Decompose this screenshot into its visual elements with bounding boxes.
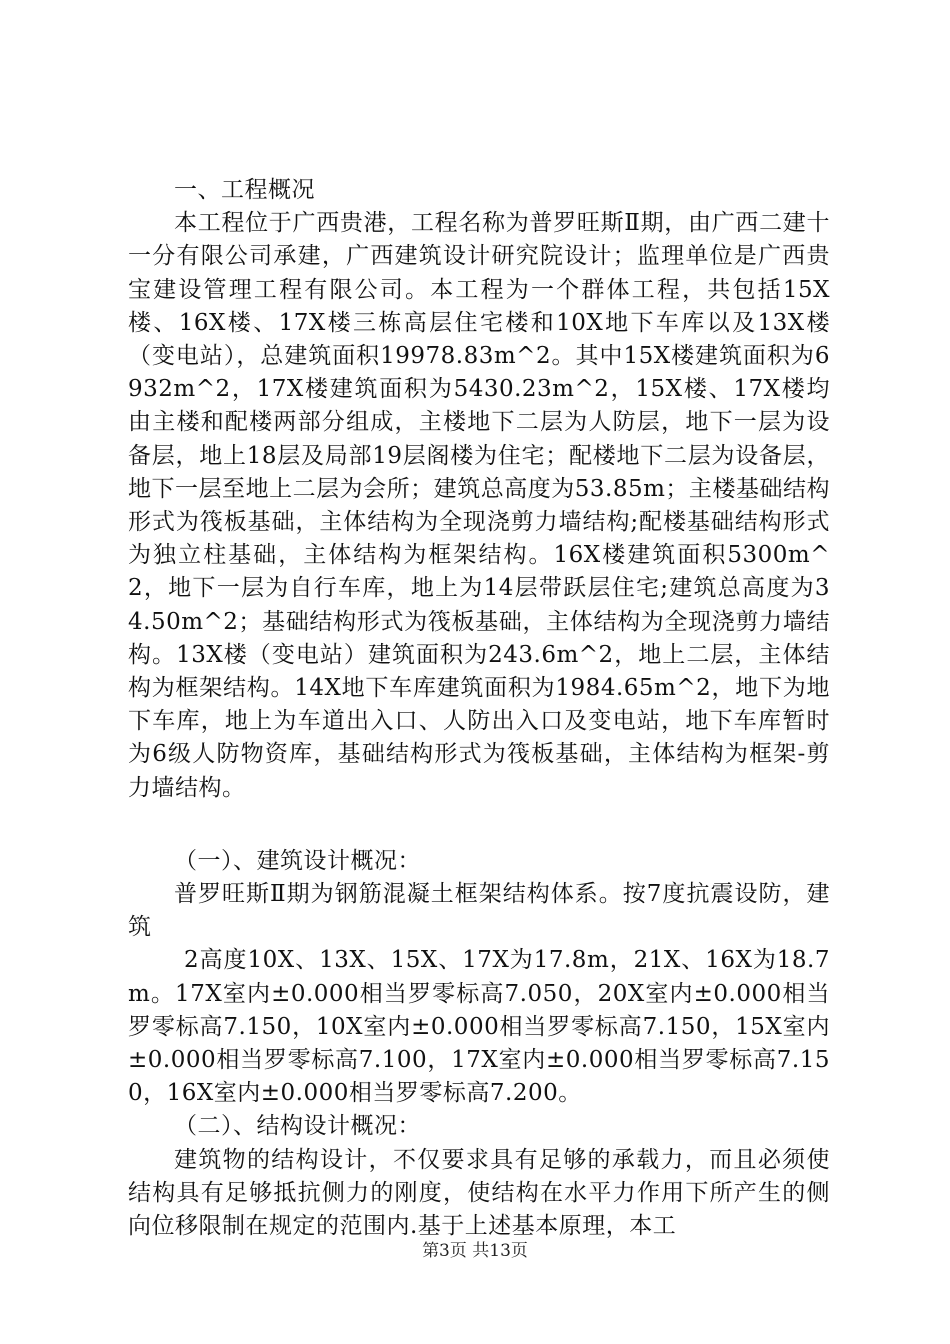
architecture-paragraph-2: 2高度10X、13X、15X、17X为17.8m，21X、16X为18.7m。17X室内±0.000相当罗零标高7.050，20X室内±0.000相当罗零标高7.150，10X室内±0.000相当罗零标高7.150，15X室内±0.000相当罗零标高7.100，17X室内±0.000相当罗零标高7.150，16X室内±0.000相当罗零标高7.200。	[128, 947, 830, 1107]
subsection-heading-structure: （二）、结构设计概况：	[174, 1113, 421, 1140]
subsection-heading-architecture: （一）、建筑设计概况：	[174, 847, 421, 874]
page-footer: 第3页 共13页	[422, 1241, 528, 1261]
overview-paragraph: 本工程位于广西贵港，工程名称为普罗旺斯Ⅱ期，由广西二建十一分有限公司承建，广西建筑设计研究院设计；监理单位是广西贵宝建设管理工程有限公司。本工程为一个群体工程，共包括15X楼、16X楼、17X楼三栋高层住宅楼和10X地下车库以及13X楼（变电站），总建筑面积19978.83m^2。其中15X楼建筑面积为6932m^2，17X楼建筑面积为5430.23m^2，15X楼、17X楼均由主楼和配楼两部分组成，主楼地下二层为人防层，地下一层为设备层，地上18层及局部19层阁楼为住宅；配楼地下二层为设备层，地下一层至地上二层为会所；建筑总高度为53.85m；主楼基础结构形式为筏板基础，主体结构为全现浇剪力墙结构;配楼基础结构形式为独立柱基础，主体结构为框架结构。16X楼建筑面积5300m^2，地下一层为自行车库，地上为14层带跃层住宅;建筑总高度为34.50m^2；基础结构形式为筏板基础，主体结构为全现浇剪力墙结构。13X楼（变电站）建筑面积为243.6m^2，地上二层，主体结构为框架结构。14X地下车库建筑面积为1984.65m^2，地下为地下车库，地上为车道出入口、人防出入口及变电站，地下车库暂时为6级人防物资库，基础结构形式为筏板基础，主体结构为框架-剪力墙结构。	[128, 210, 830, 801]
paragraph-spacer	[128, 805, 830, 845]
section-heading: 一、工程概况	[174, 177, 315, 203]
structure-paragraph: 建筑物的结构设计，不仅要求具有足够的承载力，而且必须使结构具有足够抵抗侧力的刚度，使结构在水平力作用下所产生的侧向位移限制在规定的范围内.基于上述基本原理，本工	[128, 1146, 830, 1240]
architecture-paragraph-1: 普罗旺斯Ⅱ期为钢筋混凝土框架结构体系。按7度抗震设防，建筑	[128, 881, 830, 941]
document-body	[128, 174, 830, 1243]
